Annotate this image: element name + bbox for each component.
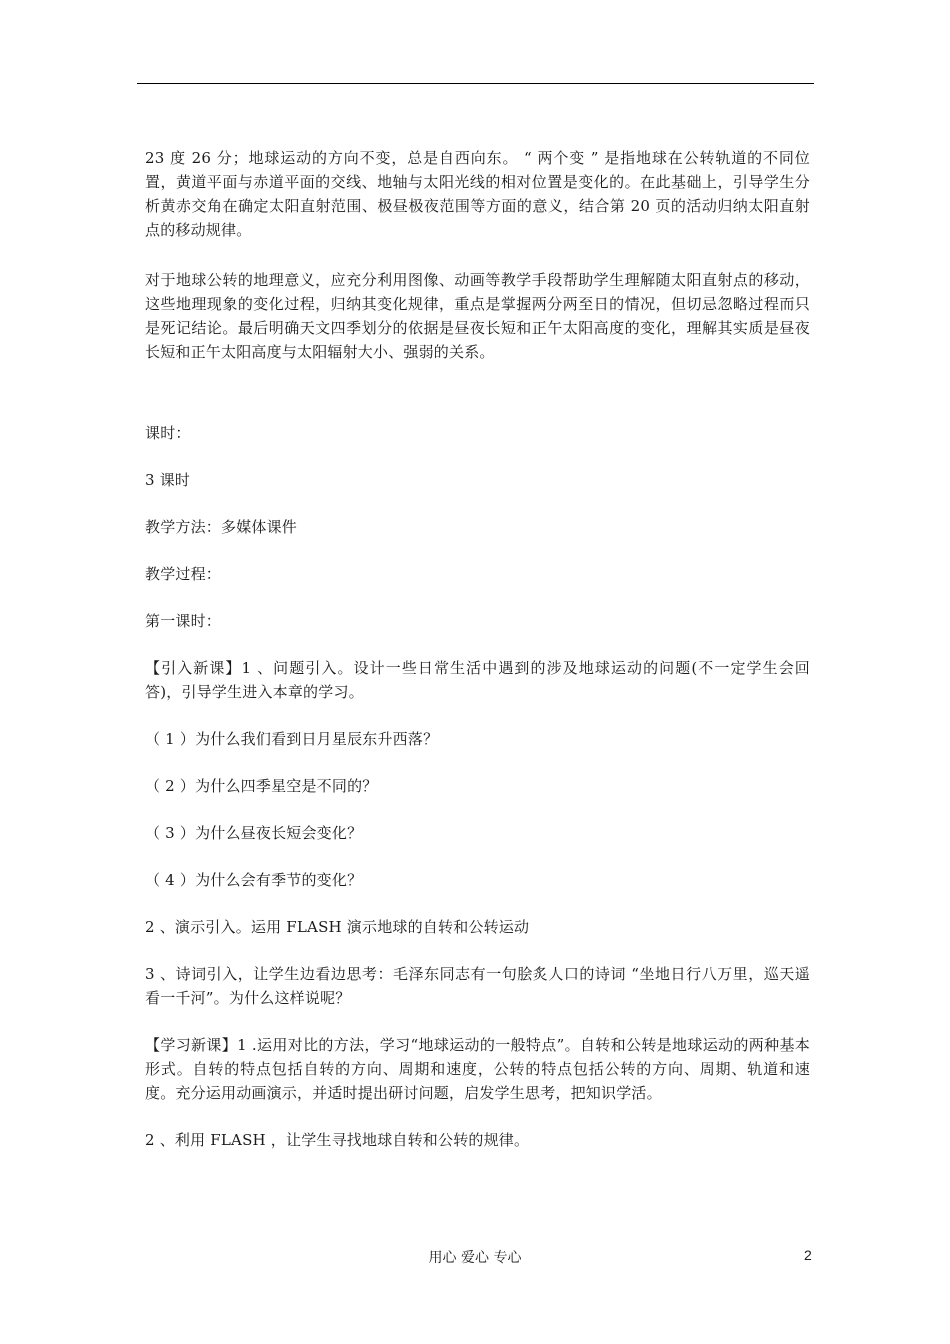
question-3: （ 3 ）为什么昼夜长短会变化？ bbox=[145, 824, 363, 842]
question-2: （ 2 ）为什么四季星空是不同的？ bbox=[145, 777, 378, 795]
paragraph-flash-rules: 2 、利用 FLASH ，让学生寻找地球自转和公转的规律。 bbox=[145, 1131, 530, 1149]
question-1: （ 1 ）为什么我们看到日月星辰东升西落？ bbox=[145, 730, 439, 748]
teaching-process-label: 教学过程： bbox=[145, 565, 222, 583]
footer-motto: 用心 爱心 专心 bbox=[428, 1250, 522, 1266]
paragraph-revolution-significance: 对于地球公转的地理意义，应充分利用图像、动画等教学手段帮助学生理解随太阳直射点的移动，这些地理现象的变化过程，归纳其变化规律，重点是掌握两分两至日的情况，但切忌忽略过程而只是死记结论。最后明确天文四季划分的依据是昼夜长短和正午太阳高度的变化，理解其实质是昼夜长短和正午太阳高度与太阳辐射大小、强弱的关系。 bbox=[145, 271, 810, 361]
paragraph-demo-intro: 2 、演示引入。运用 FLASH 演示地球的自转和公转运动 bbox=[145, 918, 530, 936]
question-4: （ 4 ）为什么会有季节的变化？ bbox=[145, 871, 363, 889]
paragraph-learn-new-lesson: 【学习新课】1 .运用对比的方法，学习“地球运动的一般特点”。自转和公转是地球运动的两种基本形式。自转的特点包括自转的方向、周期和速度，公转的特点包括公转的方向、周期、轨道和速度。充分运用动画演示，并适时提出研讨问题，启发学生思考，把知识学活。 bbox=[145, 1036, 810, 1102]
class-hours-value: 3 课时 bbox=[145, 471, 191, 489]
document-body bbox=[145, 146, 810, 1152]
paragraph-poem-intro: 3 、诗词引入，让学生边看边思考：毛泽东同志有一句脍炙人口的诗词 “坐地日行八万里，巡天遥看一千河”。为什么这样说呢？ bbox=[145, 965, 810, 1007]
first-lesson-label: 第一课时： bbox=[145, 612, 222, 630]
paragraph-intro: 23 度 26 分；地球运动的方向不变，总是自西向东。 “ 两个变 ” 是指地球在公转轨道的不同位置，黄道平面与赤道平面的交线、地轴与太阳光线的相对位置是变化的。在此基础上，引导学生分析黄赤交角在确定太阳直射范围、极昼极夜范围等方面的意义，结合第 20 页的活动归纳太阳直射点的移动规律。 bbox=[145, 149, 810, 239]
teaching-method: 教学方法：多媒体课件 bbox=[145, 518, 298, 536]
page-number: 2 bbox=[804, 1247, 812, 1263]
paragraph-introduce-new-lesson: 【引入新课】1 、问题引入。设计一些日常生活中遇到的涉及地球运动的问题(不一定学生会回答)，引导学生进入本章的学习。 bbox=[145, 659, 810, 701]
class-hours-label: 课时： bbox=[145, 424, 191, 442]
header-rule bbox=[137, 83, 814, 84]
